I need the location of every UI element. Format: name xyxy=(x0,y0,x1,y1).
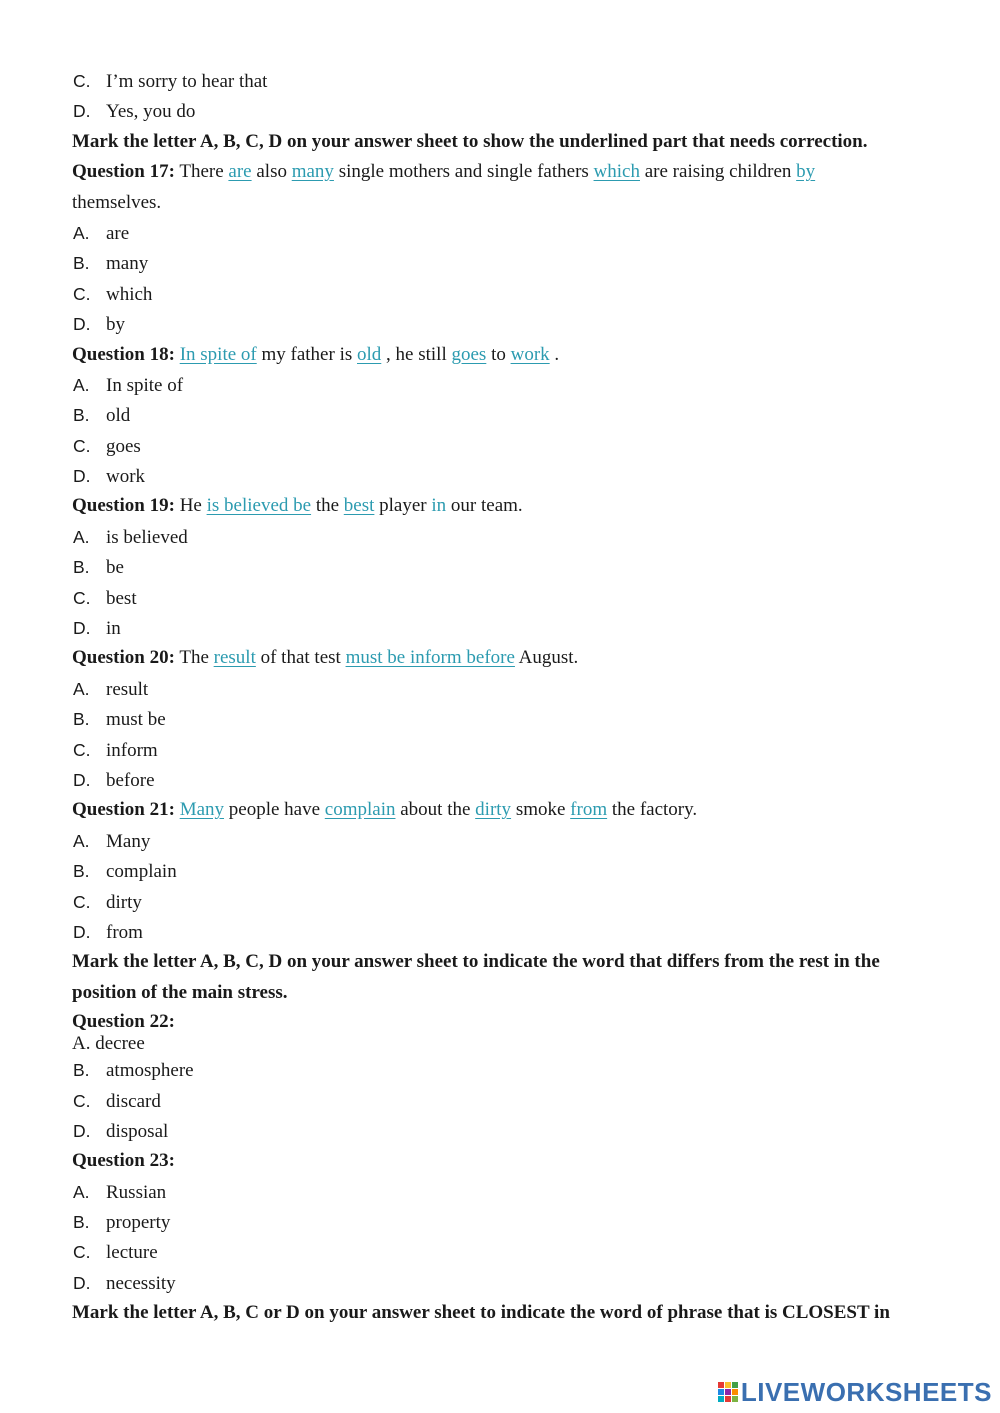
option-letter: D. xyxy=(73,1120,91,1141)
option-text: Many xyxy=(106,830,151,852)
q21-option-c[interactable] xyxy=(72,887,952,917)
q17-option-a[interactable] xyxy=(72,218,952,248)
q23-option-a[interactable] xyxy=(72,1177,952,1207)
underlined-part: Many xyxy=(179,799,225,821)
option-text: disposal xyxy=(106,1120,169,1142)
stem-text: the xyxy=(311,495,344,517)
option-text: I’m sorry to hear that xyxy=(106,71,268,92)
stem-text: August. xyxy=(514,647,579,669)
option-letter: B. xyxy=(73,1212,90,1233)
q22-option-b[interactable] xyxy=(72,1055,952,1085)
underlined-part: which xyxy=(593,161,640,183)
stem-text: He xyxy=(174,495,207,517)
logo-grid-icon xyxy=(718,1382,738,1402)
underlined-part: many xyxy=(291,161,334,183)
q23-option-d[interactable] xyxy=(72,1268,952,1298)
logo-text: LIVEWORKSHEETS xyxy=(740,1376,992,1407)
question-label: Question 17: xyxy=(72,161,175,183)
option-letter: A. xyxy=(73,374,90,395)
option-text: must be xyxy=(106,709,166,731)
option-letter: B. xyxy=(73,709,90,730)
option-text: lecture xyxy=(106,1242,158,1264)
stem-text: , he still xyxy=(381,343,452,365)
q18-option-a[interactable] xyxy=(72,370,952,400)
stem-text: player xyxy=(374,495,432,517)
option-letter: C. xyxy=(73,739,91,760)
q20-option-d[interactable] xyxy=(72,765,952,795)
q21-option-b[interactable] xyxy=(72,856,952,886)
q18-option-c[interactable] xyxy=(72,431,952,461)
question-20-stem xyxy=(72,643,952,673)
stem-text: There xyxy=(174,161,229,183)
question-label: Question 19: xyxy=(72,495,175,517)
option-text: In spite of xyxy=(106,374,184,396)
option-letter: A. xyxy=(73,526,90,547)
option-text: from xyxy=(106,921,143,943)
option-letter: C. xyxy=(73,435,91,456)
stem-text: my father is xyxy=(256,343,357,365)
option-letter: C. xyxy=(73,587,91,608)
q21-option-d[interactable] xyxy=(72,917,952,947)
q20-option-b[interactable] xyxy=(72,704,952,734)
option-text: by xyxy=(106,314,125,336)
option-letter: A. xyxy=(73,1181,90,1202)
q18-option-b[interactable] xyxy=(72,400,952,430)
option-text: property xyxy=(106,1212,171,1234)
underlined-part: In spite of xyxy=(179,343,257,365)
underlined-part: complain xyxy=(324,799,396,821)
option-text: atmosphere xyxy=(106,1060,194,1082)
q17-option-c[interactable] xyxy=(72,279,952,309)
q17-option-d[interactable] xyxy=(72,309,952,339)
stem-text: single mothers and single fathers xyxy=(333,161,594,183)
q19-option-b[interactable] xyxy=(72,552,952,582)
option-letter: A. xyxy=(73,830,90,851)
q23-option-c[interactable] xyxy=(72,1237,952,1267)
prev-option-c[interactable] xyxy=(72,66,952,96)
question-17-stem xyxy=(72,157,952,187)
option-letter: D. xyxy=(73,921,91,942)
question-19-stem xyxy=(72,491,952,521)
liveworksheets-logo xyxy=(718,1377,992,1407)
option-letter: C. xyxy=(73,283,91,304)
option-letter: A. xyxy=(73,678,90,699)
option-text: be xyxy=(106,557,124,579)
question-21-stem xyxy=(72,795,952,825)
option-letter: C. xyxy=(73,71,91,91)
highlighted-part: in xyxy=(431,495,447,517)
question-18-stem xyxy=(72,340,952,370)
stem-text: . xyxy=(549,343,560,365)
option-letter: D. xyxy=(73,1272,91,1293)
q20-option-a[interactable] xyxy=(72,674,952,704)
option-letter: D. xyxy=(73,769,91,790)
q21-option-a[interactable] xyxy=(72,826,952,856)
option-letter: C. xyxy=(73,1090,91,1111)
option-text: necessity xyxy=(106,1272,176,1294)
option-text: work xyxy=(106,466,146,488)
stem-text: to xyxy=(486,343,511,365)
question-23-label: Question 23: xyxy=(72,1150,175,1172)
option-text: before xyxy=(106,769,155,791)
option-text: Russian xyxy=(106,1181,167,1203)
underlined-part: is believed be xyxy=(206,495,312,517)
option-letter: D. xyxy=(73,314,91,335)
underlined-part: by xyxy=(796,161,816,183)
stem-text: about the xyxy=(395,799,476,821)
stem-text: The xyxy=(174,647,214,669)
option-text: are xyxy=(106,222,130,244)
section-instruction-stress: Mark the letter A, B, C, D on your answer sheet to indicate the word that differs from the rest in the xyxy=(72,951,880,973)
option-letter: A. xyxy=(73,222,90,243)
q19-option-d[interactable] xyxy=(72,613,952,643)
option-letter: D. xyxy=(73,466,91,487)
worksheet-page xyxy=(72,66,952,1329)
stem-text: people have xyxy=(224,799,325,821)
underlined-part: best xyxy=(343,495,375,517)
option-text: is believed xyxy=(106,526,188,548)
option-text: result xyxy=(106,678,149,700)
question-label: Question 18: xyxy=(72,343,175,365)
option-text: goes xyxy=(106,435,141,457)
underlined-part: are xyxy=(228,161,252,183)
underlined-part: dirty xyxy=(475,799,512,821)
option-text: in xyxy=(106,618,121,640)
stem-text: smoke xyxy=(511,799,571,821)
option-letter: B. xyxy=(73,405,90,426)
underlined-part: must be inform before xyxy=(345,647,515,669)
stem-text: also xyxy=(251,161,292,183)
section-instruction-closest: Mark the letter A, B, C or D on your answer sheet to indicate the word of phrase that is CLOSEST in xyxy=(72,1302,890,1324)
option-text: complain xyxy=(106,861,177,883)
q18-option-d[interactable] xyxy=(72,461,952,491)
q19-option-c[interactable] xyxy=(72,583,952,613)
prev-option-d[interactable] xyxy=(72,96,952,126)
question-label: Question 21: xyxy=(72,799,175,821)
underlined-part: goes xyxy=(451,343,487,365)
option-letter: C. xyxy=(73,1242,91,1263)
option-letter: B. xyxy=(73,1060,90,1081)
q19-option-a[interactable] xyxy=(72,522,952,552)
underlined-part: result xyxy=(213,647,256,669)
q22-option-d[interactable] xyxy=(72,1116,952,1146)
q22-option-c[interactable] xyxy=(72,1086,952,1116)
q22-option-a[interactable]: A. decree xyxy=(72,1033,145,1055)
option-letter: C. xyxy=(73,891,91,912)
option-text: dirty xyxy=(106,891,142,913)
option-text: best xyxy=(106,587,137,609)
question-label: Question 20: xyxy=(72,647,175,669)
option-text: Yes, you do xyxy=(106,101,196,123)
option-letter: D. xyxy=(73,101,91,122)
section-instruction-correction: Mark the letter A, B, C, D on your answer sheet to show the underlined part that needs correction. xyxy=(72,130,868,152)
question-22-label: Question 22: xyxy=(72,1011,175,1033)
section-instruction-stress-continued: position of the main stress. xyxy=(72,981,288,1003)
underlined-part: from xyxy=(570,799,608,821)
stem-text: of that test xyxy=(255,647,346,669)
option-text: inform xyxy=(106,739,158,761)
underlined-part: work xyxy=(510,343,550,365)
option-text: which xyxy=(106,283,153,305)
option-letter: B. xyxy=(73,253,90,274)
option-letter: B. xyxy=(73,557,90,578)
stem-text: our team. xyxy=(446,495,523,517)
stem-text: the factory. xyxy=(607,799,698,821)
option-text: many xyxy=(106,253,149,275)
question-17-stem-continued: themselves. xyxy=(72,191,162,213)
stem-text: are raising children xyxy=(639,161,797,183)
q23-option-b[interactable] xyxy=(72,1207,952,1237)
underlined-part: old xyxy=(357,343,382,365)
option-text: discard xyxy=(106,1090,161,1112)
q17-option-b[interactable] xyxy=(72,248,952,278)
option-text: old xyxy=(106,405,131,427)
q20-option-c[interactable] xyxy=(72,735,952,765)
option-letter: B. xyxy=(73,861,90,882)
option-letter: D. xyxy=(73,618,91,639)
